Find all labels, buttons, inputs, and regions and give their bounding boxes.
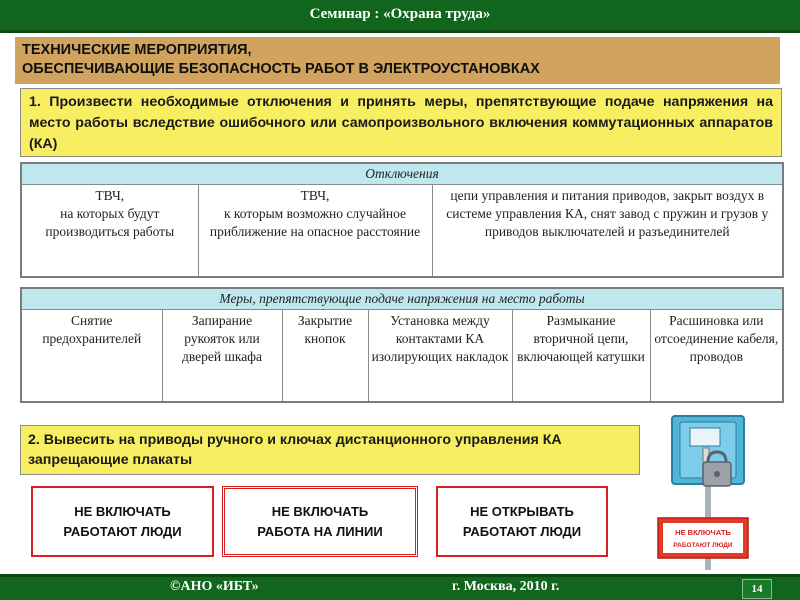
- header-title: Семинар : «Охрана труда»: [309, 6, 491, 22]
- mini-sign-line2: РАБОТАЮТ ЛЮДИ: [673, 542, 733, 549]
- page-number: 14: [742, 579, 772, 599]
- warning-sign: [222, 486, 418, 557]
- measure-cell: Расшиновка или отсоединение кабеля, проводов: [650, 310, 783, 402]
- step1-text: 1. Произвести необходимые отключения и принять меры, препятствующие подаче напряжения на место работы вследствие ошибочного или самопроизвольного включения коммутационных аппаратов (КА): [29, 94, 773, 152]
- sign-line1: НЕ ВКЛЮЧАТЬ: [74, 503, 171, 519]
- disconnection-cell: ТВЧ, к которым возможно случайное приближение на опасное расстояние: [198, 185, 432, 277]
- section-title: [15, 37, 780, 84]
- mini-sign-line1: НЕ ВКЛЮЧАТЬ: [675, 528, 731, 537]
- disconnections-table: [20, 162, 784, 278]
- warning-sign: [31, 486, 214, 557]
- footer-bar: [0, 574, 800, 600]
- step2-box: [20, 425, 640, 475]
- sign-line1: НЕ ВКЛЮЧАТЬ: [271, 503, 369, 519]
- locked-cabinet-illustration: [650, 412, 760, 570]
- sign-line2: РАБОТА НА ЛИНИИ: [257, 523, 383, 539]
- section-title-line2: ОБЕСПЕЧИВАЮЩИЕ БЕЗОПАСНОСТЬ РАБОТ В ЭЛЕКТРОУСТАНОВКАХ: [22, 61, 540, 77]
- measures-table: [20, 287, 784, 403]
- section-title-line1: ТЕХНИЧЕСКИЕ МЕРОПРИЯТИЯ,: [22, 42, 252, 58]
- disconnection-cell: цепи управления и питания приводов, закрыт воздух в системе управления КА, снят завод с пружин и грузов у приводов выключателей и разъединителей: [432, 185, 783, 277]
- disconnections-header: Отключения: [21, 163, 783, 185]
- footer-place: г. Москва, 2010 г.: [452, 579, 560, 594]
- measure-cell: Размыкание вторичной цепи, включающей катушки: [512, 310, 650, 402]
- cabinet-window: [690, 428, 720, 446]
- keyhole-icon: [714, 471, 720, 477]
- disconnection-cell: ТВЧ, на которых будут производиться работы: [21, 185, 198, 277]
- measure-cell: Снятие предохранителей: [21, 310, 162, 402]
- measure-cell: Запирание рукояток или дверей шкафа: [162, 310, 282, 402]
- warning-sign: [436, 486, 608, 557]
- sign-line1: НЕ ОТКРЫВАТЬ: [470, 503, 574, 519]
- measure-cell: Закрытие кнопок: [282, 310, 368, 402]
- footer-org: ©АНО «ИБТ»: [170, 579, 259, 594]
- header-bar: [0, 0, 800, 33]
- measures-header: Меры, препятствующие подаче напряжения на место работы: [21, 288, 783, 310]
- step2-text: 2. Вывесить на приводы ручного и ключах дистанционного управления КА запрещающие плакаты: [28, 432, 562, 468]
- sign-line2: РАБОТАЮТ ЛЮДИ: [63, 523, 182, 539]
- measure-cell: Установка между контактами КА изолирующих накладок: [368, 310, 512, 402]
- step1-box: [20, 88, 782, 157]
- sign-line2: РАБОТАЮТ ЛЮДИ: [462, 523, 582, 539]
